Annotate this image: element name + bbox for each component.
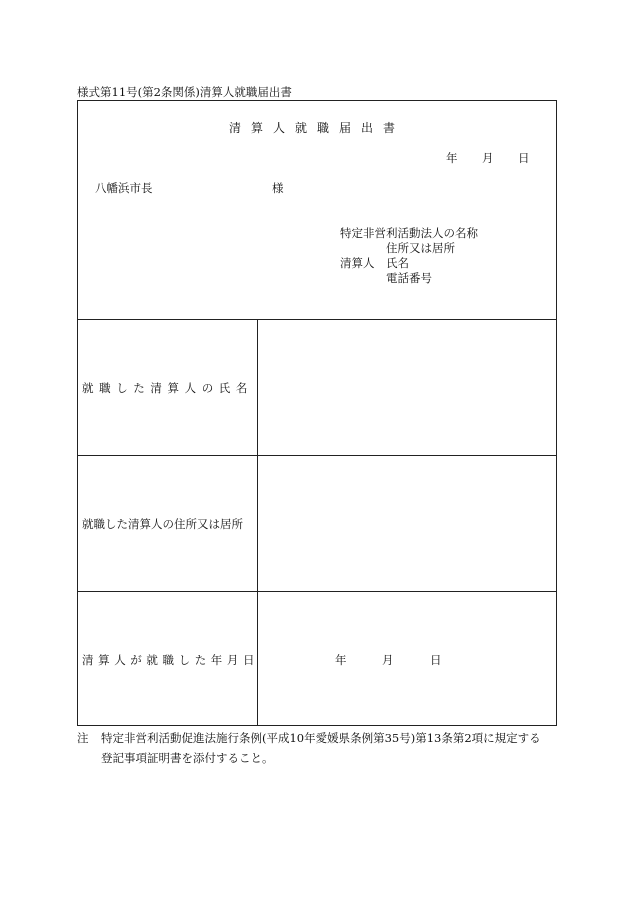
addressee: 八幡浜市長	[95, 181, 153, 195]
appointment-year-label: 年	[335, 653, 347, 667]
row-label-cell	[78, 591, 258, 725]
row-label-cell	[78, 455, 258, 591]
footnote-mark: 注	[77, 731, 89, 745]
table-row-liquidator-name	[78, 319, 556, 456]
footnote-text-2: 登記事項証明書を添付すること。	[101, 751, 274, 765]
date-year-label: 年	[446, 151, 458, 165]
applicant-phone-label: 電話番号	[386, 271, 432, 285]
footnote	[77, 728, 541, 768]
table-row-appointment-date	[78, 591, 556, 725]
document-title: 清算人就職届出書	[228, 121, 405, 135]
applicant-address-label: 住所又は居所	[386, 241, 455, 255]
appointment-date-label: 清算人が就職した年月日	[82, 653, 260, 667]
applicant-role-label: 清算人	[340, 256, 375, 270]
form-number: 様式第11号(第2条関係)清算人就職届出書	[77, 85, 292, 99]
row-label-cell	[78, 319, 258, 455]
footnote-line-2	[77, 748, 541, 768]
form-header	[78, 101, 556, 320]
footnote-text-1: 特定非営利活動促進法施行条例(平成10年愛媛県条例第35号)第13条第2項に規定する	[101, 731, 541, 745]
liquidator-address-label: 就職した清算人の住所又は居所	[82, 517, 243, 531]
table-row-liquidator-address	[78, 455, 556, 592]
corp-name-label: 特定非営利活動法人の名称	[340, 226, 478, 240]
footnote-line-1	[77, 728, 541, 748]
liquidator-name-field[interactable]	[258, 319, 556, 455]
appointment-month-label: 月	[382, 653, 394, 667]
liquidator-address-field[interactable]	[258, 455, 556, 591]
form-frame	[77, 100, 557, 726]
honorific: 様	[272, 181, 284, 195]
applicant-name-label: 氏名	[386, 256, 409, 270]
appointment-day-label: 日	[430, 653, 442, 667]
date-month-label: 月	[482, 151, 494, 165]
liquidator-name-label: 就職した清算人の氏名	[82, 381, 253, 395]
date-day-label: 日	[518, 151, 530, 165]
appointment-date-field[interactable]	[258, 591, 556, 725]
